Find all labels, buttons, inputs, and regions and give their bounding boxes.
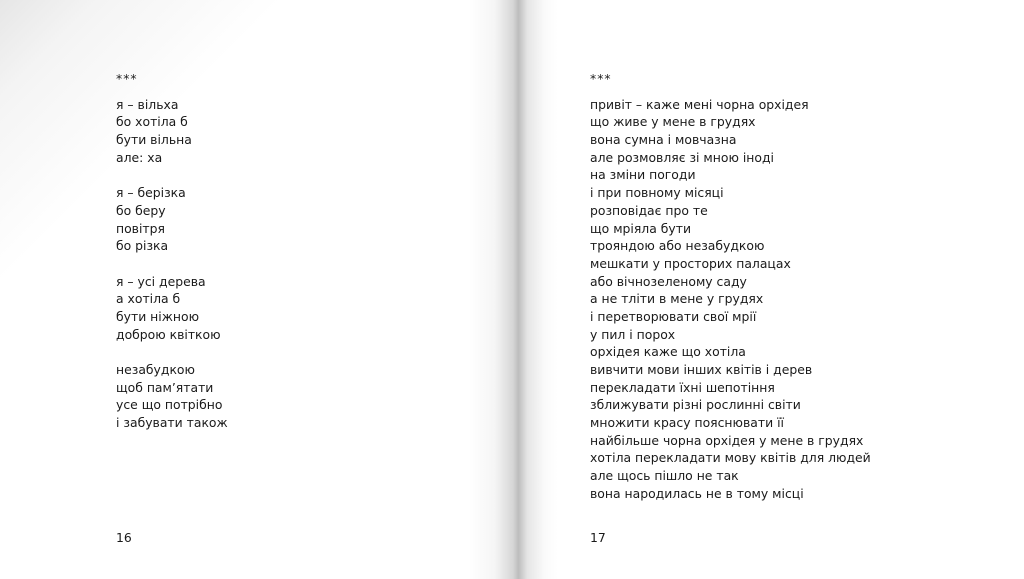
poem-line: а хотіла б	[116, 291, 181, 307]
poem-line: я – берізка	[116, 185, 186, 201]
poem-line: і перетворювати свої мрії	[590, 308, 757, 324]
page-number: 16	[116, 530, 132, 545]
poem-line: але розмовляє зі мною іноді	[590, 149, 774, 165]
poem-line: і забувати також	[116, 415, 228, 431]
poem-line: бути вільна	[116, 132, 192, 148]
poem-line: множити красу пояснювати її	[590, 415, 784, 431]
poem-line: найбільше чорна орхідея у мене в грудях	[590, 432, 864, 448]
poem-line: повітря	[116, 220, 165, 236]
poem-line: незабудкою	[116, 362, 195, 377]
poem-line: доброю квіткою	[116, 326, 221, 342]
poem-line: вивчити мови інших квітів і дерев	[590, 362, 813, 377]
right-page	[512, 0, 1024, 579]
poem-line: вона сумна і мовчазна	[590, 132, 737, 148]
poem-line: але: ха	[116, 149, 163, 165]
poem-line: хотіла перекладати мову квітів для людей	[590, 450, 871, 466]
stanza	[116, 96, 228, 167]
poem-line: я – усі дерева	[116, 273, 206, 289]
poem-line: на зміни погоди	[590, 167, 696, 183]
poem-line: перекладати їхні шепотіння	[590, 379, 775, 395]
poem-line: і при повному місяці	[590, 185, 724, 201]
poem-line: бо хотіла б	[116, 114, 188, 130]
poem-line: мешкати у просторих палацах	[590, 255, 791, 271]
poem-line: а не тліти в мене у грудях	[590, 291, 764, 307]
poem-line: орхідея каже що хотіла	[590, 344, 746, 360]
poem-line: що живе у мене в грудях	[590, 114, 756, 130]
stanza	[116, 361, 228, 432]
poem-line: у пил і порох	[590, 326, 676, 342]
poem-line: усе що потрібно	[116, 397, 223, 413]
poem-line: щоб пам’ятати	[116, 379, 214, 395]
poem-line: розповідає про те	[590, 202, 708, 218]
poem-line: я – вільха	[116, 96, 179, 112]
poem-separator: ***	[590, 71, 612, 86]
left-poem	[116, 70, 228, 432]
poem-line: але щось пішло не так	[590, 468, 739, 484]
poem-line: бути ніжною	[116, 308, 200, 324]
poem-line: трояндою або незабудкою	[590, 238, 765, 254]
poem-line: вона народилась не в тому місці	[590, 485, 804, 501]
poem-line: бо різка	[116, 238, 169, 254]
poem-line: що мріяла бути	[590, 220, 691, 236]
stanza	[116, 273, 228, 344]
poem-separator: ***	[116, 71, 138, 86]
page-number: 17	[590, 530, 606, 545]
poem-line: зближувати різні рослинні світи	[590, 397, 801, 413]
poem-line: привіт – каже мені чорна орхідея	[590, 96, 809, 112]
right-poem	[590, 70, 871, 503]
poem-line: або вічнозеленому саду	[590, 273, 747, 289]
poem-line: бо беру	[116, 202, 166, 218]
stanza	[116, 184, 228, 255]
